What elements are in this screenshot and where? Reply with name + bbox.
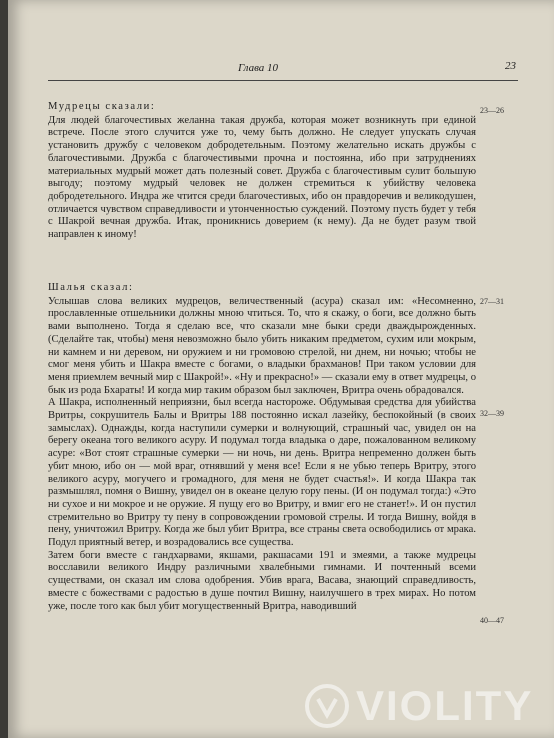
paragraph: Затем боги вместе с гандхарвами, якшами, ракшасами 191 и змеями, а также мудрецы восславили великого Индру различными хвалебными гимнами. И почтенный всеми существами, он сказал им слова одобрения. Убив врага, Васава, знающий справедливость, вместе с божествами с радостью в душе почтил Вишну, наилучшего в трех мирах. Но потом уже, после того как был убит могущественный Вритра, наводивший (48, 549, 476, 612)
section-heading: Мудрецы сказали: (48, 101, 156, 112)
watermark-text: VIOLITY (356, 682, 534, 729)
chapter-title: Глава 10 (238, 62, 279, 74)
section-heading: Шалья сказал: (48, 282, 134, 293)
verse-range-marker: 27—31 (480, 297, 504, 306)
section-sages (48, 101, 476, 242)
verse-range-marker: 40—47 (480, 616, 504, 625)
verse-range-marker: 32—39 (480, 409, 504, 418)
paragraph: Услышав слова великих мудрецов, величественный (асура) сказал им: «Несомненно, прославленные отшельники должны мною чтиться. То, что я скажу, о боги, все должно быть вами выполнено. Тогда я сделаю все, что сказали мне быки среди дваждырожденных. (Сделайте так, чтобы) меня невозможно было убить никаким предметом, сухим или мокрым, ни камнем и ни деревом, ни оружием и ни громовою стрелой, ни днем, ни ночью; чтобы не смог меня убить и Шакра вместе с богами, о владыки брахманов! При таком условии для меня приемлем вечный мир с Шакрой!». «Ну и прекрасно!» — сказали ему в ответ мудрецы, о бык из рода Бхараты! И когда мир таким образом был заключен, Вритра очень обрадовался. (48, 295, 476, 396)
running-header (48, 58, 518, 81)
watermark-logo-icon (304, 683, 350, 729)
section-shalya (48, 282, 476, 613)
paragraph: Для людей благочестивых желанна такая дружба, которая может возникнуть при единой встрече. После этого случится уже то, чему быть должно. Не следует упускать случая установить дружбу с человеком добродетельным. Поэтому желательно искать дружбы с благочестивыми. Дружба с благочестивыми прочна и постоянна, ибо при затруднениях материальных мудрый может дать полезный совет. Дружба с благочестивым сулит большую выгоду; поэтому мудрый человек не должен стремиться к убийству человека добродетельного. Индра же чтится среди благочестивых, ибо он правдоречив и великодушен, отличается чувством справедливости и утонченностью суждений. Поэтому пусть будет у тебя с Шакрой вечная дружба. Итак, проникнись доверием (к нему). Да не будет разум твой направлен к иному! (48, 114, 476, 241)
paragraph: А Шакра, исполненный неприязни, был всегда настороже. Обдумывая средства для убийства Вритры, сокрушитель Балы и Вритры 188 постоянно искал лазейку, беспокойный (в своих замыслах). Однажды, когда наступили сумерки и волнующий, страшный час, увидел он на берегу океана того великого асуру. И подумал тогда владыка о даре, пожалованном великому асуре: «Вот стоят страшные сумерки — ни ночь, ни день. Вритра непременно должен быть убит мною, ибо он — мой враг, отнявший у меня все! Если я не убью теперь Вритру, этого великого асуру, могучего и громадного, для меня не будет счастья!». И когда Шакра так размышлял, помня о Вишну, увидел он в океане целую гору пены. (И он подумал тогда:) «Это ни сухое и ни мокрое и не оружие. Я пущу его во Вритру, и вмиг его не станет!». И он пустил стремительно во Вритру ту пену в сопровождении громовой стрелы. И тогда Вишну, войдя в пену, уничтожил Вритру. Когда же был убит Вритра, все страны света освободились от мрака. Подул приятный ветер, и возрадовались все существа. (48, 397, 476, 549)
verse-range-marker: 23—26 (480, 106, 504, 115)
page-number: 23 (505, 60, 516, 72)
book-page (8, 0, 554, 738)
